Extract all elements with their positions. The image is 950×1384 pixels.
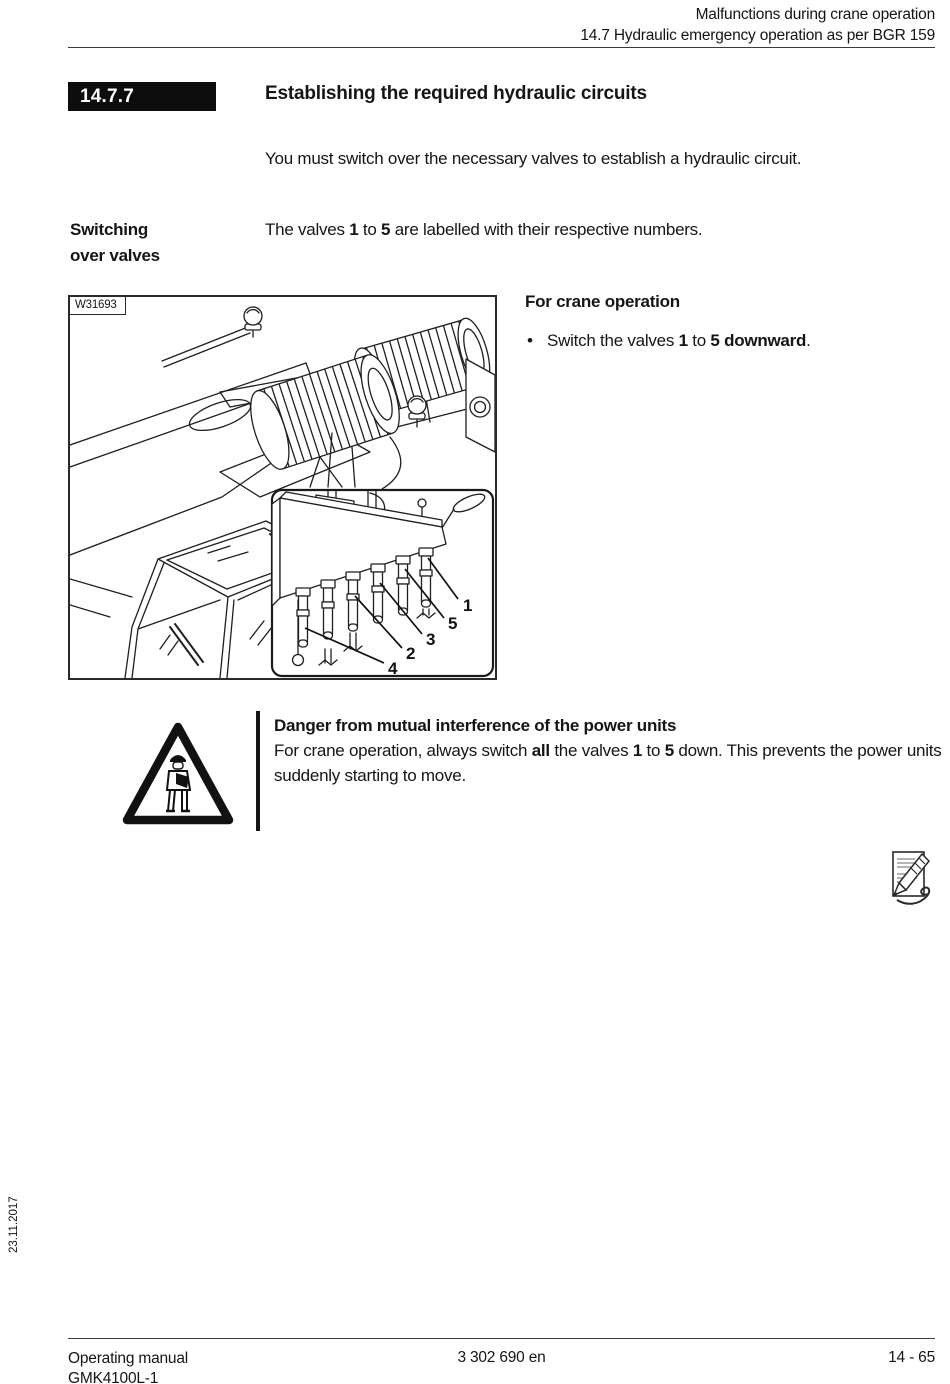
section-title: Establishing the required hydraulic circuits [265,83,647,104]
callout-label-1: 1 [463,596,473,615]
header-line-1: Malfunctions during crane operation [695,6,935,23]
figure-id-label: W31693 [70,297,126,315]
margin-label-switching-over-valves: Switching over valves [70,220,160,265]
header-line-2: 14.7 Hydraulic emergency operation as per BGR 159 [580,27,935,44]
intro-paragraph: You must switch over the necessary valves to establish a hydraulic circuit. [265,149,802,168]
page-header [580,4,935,46]
print-date: 23.11.2017 [8,1196,20,1253]
warning-divider-bar [256,711,260,831]
warning-body: For crane operation, always switch all the valves 1 to 5 down. This prevents the power units suddenly starting to move. [274,741,942,785]
crane-illustration [70,297,495,678]
callout-label-3: 3 [426,630,436,649]
valves-paragraph: The valves 1 to 5 are labelled with their respective numbers. [265,220,703,239]
section-number: 14.7.7 [80,86,135,107]
note-pencil-icon [888,851,936,913]
crane-operation-bullet [527,328,811,353]
bullet-text: Switch the valves 1 to 5 downward. [547,331,811,350]
callout-label-4: 4 [388,659,398,678]
winch-motor [466,359,495,452]
section-number-box [68,82,216,111]
winch-drum-front [243,350,407,473]
crane-operation-heading: For crane operation [525,292,680,311]
figure-frame [68,295,497,680]
footer-page-number: 14 - 65 [888,1349,935,1366]
bullet-marker: • [527,331,533,350]
footer-rule [68,1338,935,1339]
warning-person-triangle-icon [121,718,235,835]
footer-doc-number: 3 302 690 en [457,1349,546,1366]
footer-document-title: Operating manual GMK4100L-1 [68,1350,189,1384]
header-rule [68,47,935,48]
callout-label-5: 5 [448,614,458,633]
warning-title: Danger from mutual interference of the power units [274,716,677,735]
callout-label-2: 2 [406,644,416,663]
warning-block [274,713,950,788]
valve-inset [272,490,493,678]
worker-pictogram [166,755,190,811]
